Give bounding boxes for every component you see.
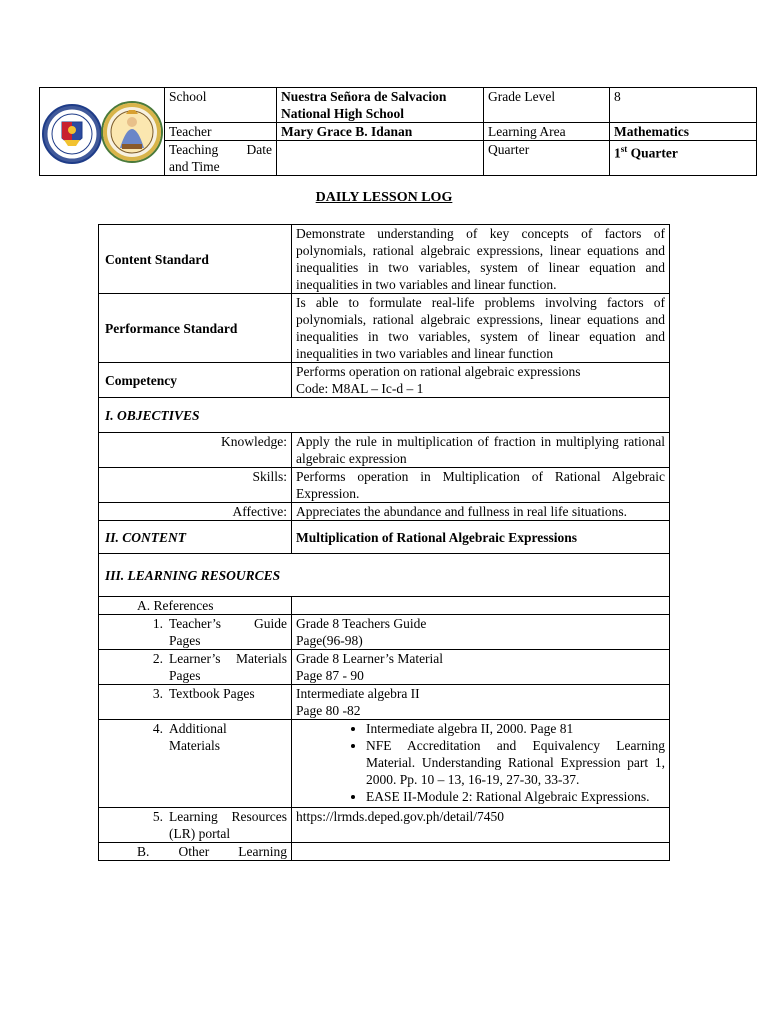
textbook-line2: Page 80 -82 bbox=[296, 703, 361, 718]
quarter-label: Quarter bbox=[484, 141, 610, 176]
other-learning-label bbox=[99, 843, 292, 861]
competency-label: Competency bbox=[99, 363, 292, 398]
learners-materials-value bbox=[292, 650, 670, 685]
item-number: 5. bbox=[152, 809, 163, 824]
additional-materials-row bbox=[99, 720, 670, 808]
affective-row bbox=[99, 503, 670, 521]
teaching-date-label-line2: and Time bbox=[169, 159, 220, 174]
lesson-log-table bbox=[98, 224, 670, 861]
lr-portal-label bbox=[99, 808, 292, 843]
other-learning-text: B. Other Learning bbox=[137, 844, 287, 859]
item-number: 3. bbox=[152, 686, 163, 701]
content-heading: II. CONTENT bbox=[99, 521, 292, 554]
learning-area-value: Mathematics bbox=[610, 123, 757, 141]
teaching-date-label-line1: Teaching Date bbox=[169, 142, 272, 157]
additional-materials-list bbox=[296, 720, 665, 805]
skills-row bbox=[99, 468, 670, 503]
list-item: • Intermediate algebra II, 2000. Page 81 bbox=[366, 720, 665, 737]
teachers-guide-label bbox=[99, 615, 292, 650]
grade-level-value: 8 bbox=[610, 88, 757, 123]
list-item: • EASE II-Module 2: Rational Algebraic Expressions. bbox=[366, 788, 665, 805]
affective-label: Affective: bbox=[99, 503, 292, 521]
references-value bbox=[292, 597, 670, 615]
textbook-row bbox=[99, 685, 670, 720]
lr-portal-url[interactable]: https://lrmds.deped.gov.ph/detail/7450 bbox=[292, 808, 670, 843]
item-label: Learner’s Materials Pages bbox=[169, 651, 287, 683]
teachers-guide-line2: Page(96-98) bbox=[296, 633, 363, 648]
additional-materials-value bbox=[292, 720, 670, 808]
learning-area-label: Learning Area bbox=[484, 123, 610, 141]
teachers-guide-value bbox=[292, 615, 670, 650]
quarter-value bbox=[610, 141, 757, 176]
skills-label: Skills: bbox=[99, 468, 292, 503]
skills-text: Performs operation in Multiplication of Rational Algebraic Expression. bbox=[292, 468, 670, 503]
additional-materials-label bbox=[99, 720, 292, 808]
logos bbox=[40, 88, 164, 172]
textbook-value bbox=[292, 685, 670, 720]
logos-cell bbox=[40, 88, 165, 176]
item-label: Teacher’s Guide Pages bbox=[169, 616, 287, 648]
learners-materials-line2: Page 87 - 90 bbox=[296, 668, 364, 683]
affective-text: Appreciates the abundance and fullness in real life situations. bbox=[292, 503, 670, 521]
performance-standard-label: Performance Standard bbox=[99, 294, 292, 363]
content-row bbox=[99, 521, 670, 554]
school-name bbox=[277, 88, 484, 123]
teachers-guide-line1: Grade 8 Teachers Guide bbox=[296, 616, 427, 631]
teaching-date-value bbox=[277, 141, 484, 176]
school-name-line2: National High School bbox=[281, 106, 405, 121]
competency-text bbox=[292, 363, 670, 398]
teacher-name: Mary Grace B. Idanan bbox=[277, 123, 484, 141]
textbook-line1: Intermediate algebra II bbox=[296, 686, 420, 701]
learners-materials-line1: Grade 8 Learner’s Material bbox=[296, 651, 444, 666]
competency-code: Code: M8AL – Ic-d – 1 bbox=[296, 381, 424, 396]
quarter-number: 1 bbox=[614, 145, 621, 161]
header-table bbox=[39, 87, 757, 176]
deped-seal-icon bbox=[43, 105, 101, 163]
performance-standard-row bbox=[99, 294, 670, 363]
objectives-heading-row bbox=[99, 398, 670, 433]
content-standard-text: Demonstrate understanding of key concepts of factors of polynomials, rational algebraic expressions, linear equations and inequalities in two variables, system of linear equation and inequalities in two variables and linear function. bbox=[292, 225, 670, 294]
lr-portal-row bbox=[99, 808, 670, 843]
page-title: DAILY LESSON LOG bbox=[315, 190, 453, 205]
school-label: School bbox=[165, 88, 277, 123]
competency-line1: Performs operation on rational algebraic expressions bbox=[296, 364, 581, 379]
item-number: 2. bbox=[152, 651, 163, 666]
references-row bbox=[99, 597, 670, 615]
grade-level-label: Grade Level bbox=[484, 88, 610, 123]
learners-materials-row bbox=[99, 650, 670, 685]
performance-standard-text: Is able to formulate real-life problems involving factors of polynomials, rational algebraic expressions, linear equations and inequalities in two variables, system of linear equation and inequalities in two variables and linear function bbox=[292, 294, 670, 363]
content-text: Multiplication of Rational Algebraic Expressions bbox=[292, 521, 670, 554]
resources-heading-row bbox=[99, 554, 670, 597]
resources-heading: III. LEARNING RESOURCES bbox=[99, 554, 670, 597]
item-label: Learning Resources (LR) portal bbox=[169, 809, 287, 841]
other-learning-value bbox=[292, 843, 670, 861]
knowledge-row bbox=[99, 433, 670, 468]
learners-materials-label bbox=[99, 650, 292, 685]
content-standard-row bbox=[99, 225, 670, 294]
item-number: 1. bbox=[152, 616, 163, 631]
knowledge-label: Knowledge: bbox=[99, 433, 292, 468]
teaching-date-label bbox=[165, 141, 277, 176]
other-learning-row bbox=[99, 843, 670, 861]
quarter-word: Quarter bbox=[630, 145, 678, 161]
item-label: Textbook Pages bbox=[169, 686, 255, 701]
knowledge-text: Apply the rule in multiplication of fraction in multiplying rational algebraic expression bbox=[292, 433, 670, 468]
competency-row bbox=[99, 363, 670, 398]
teachers-guide-row bbox=[99, 615, 670, 650]
teacher-label: Teacher bbox=[165, 123, 277, 141]
item-number: 4. bbox=[152, 721, 163, 736]
textbook-label bbox=[99, 685, 292, 720]
content-standard-label: Content Standard bbox=[99, 225, 292, 294]
school-name-line1: Nuestra Señora de Salvacion bbox=[281, 89, 447, 104]
quarter-suffix: st bbox=[620, 144, 628, 154]
objectives-heading: I. OBJECTIVES bbox=[99, 398, 670, 433]
school-seal-icon bbox=[102, 102, 162, 162]
references-label: A. References bbox=[99, 597, 292, 615]
item-label: Additional Materials bbox=[169, 721, 227, 753]
list-item: • NFE Accreditation and Equivalency Learning Material. Understanding Rational Expression part 1, 2000. Pp. 10 – 13, 16-19, 27-30, 33-37. bbox=[366, 737, 665, 788]
